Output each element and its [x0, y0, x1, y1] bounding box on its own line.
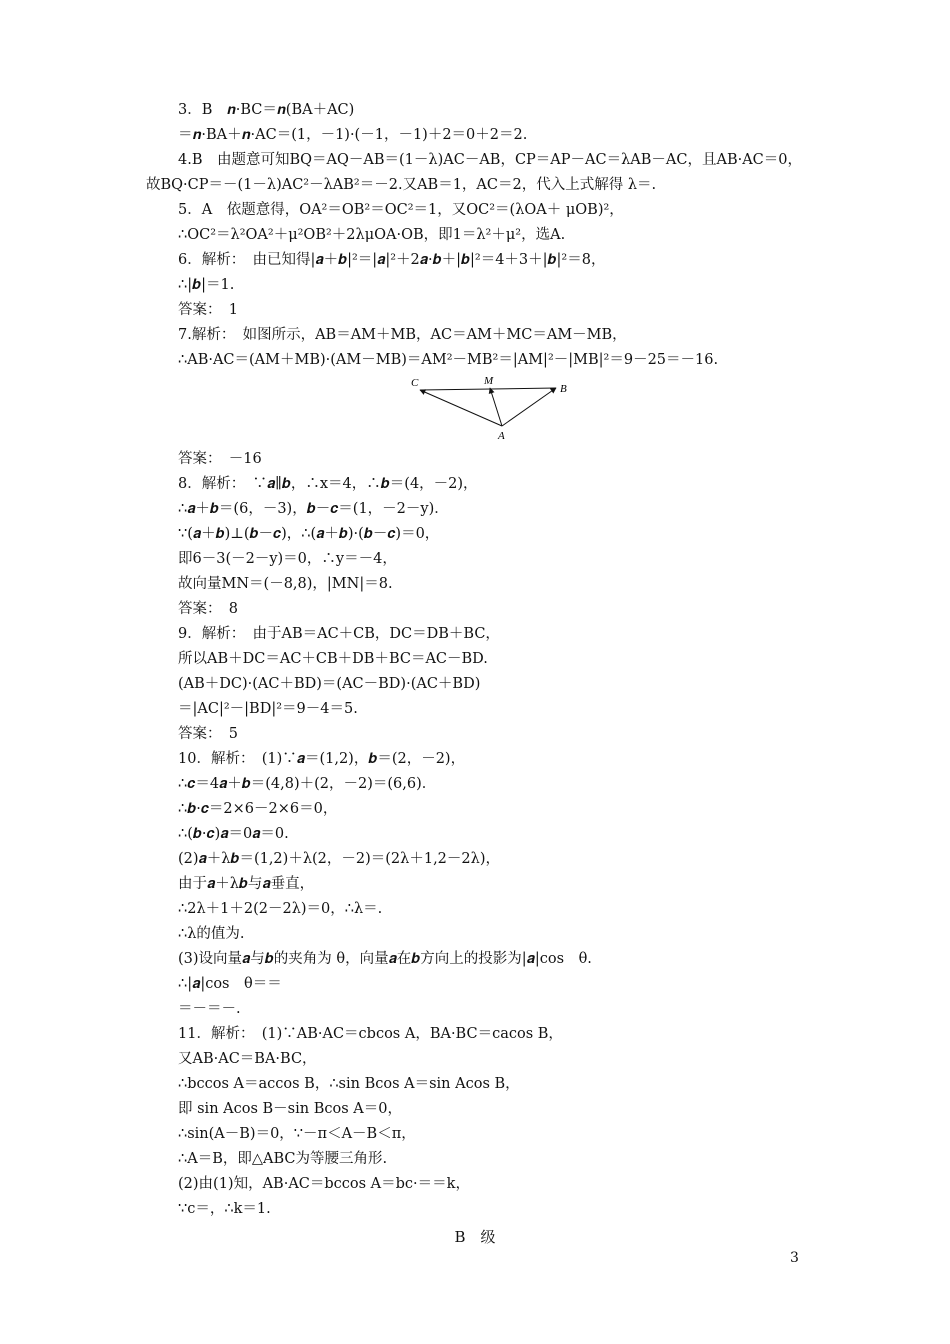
text-line: 答案： 1	[178, 302, 238, 318]
text-line: ∴𝒃·𝒄＝2×6－2×6＝0，	[178, 801, 338, 817]
vector-ab	[502, 388, 556, 426]
text-line: 由于𝒂＋λ𝒃与𝒂垂直，	[178, 876, 315, 892]
text-line: 9．解析： 由于AB＝AC＋CB，DC＝DB＋BC，	[178, 626, 500, 642]
page-number: 3	[790, 1250, 799, 1266]
text-line: ∴2λ＋1＋2(2－2λ)＝0，∴λ＝.	[178, 901, 383, 917]
text-line: 7.解析： 如图所示，AB＝AM＋MB，AC＝AM＋MC＝AM－MB，	[178, 327, 627, 343]
section-heading: B 级	[454, 1228, 496, 1246]
label-c: C	[411, 377, 419, 389]
text-line: ∴A＝B，即△ABC为等腰三角形.	[178, 1151, 388, 1167]
triangle-diagram	[408, 374, 580, 442]
text-line: ∴sin(A－B)＝0，∵－π＜A－B＜π，	[178, 1126, 416, 1142]
text-line: ＝－＝－.	[178, 1001, 241, 1017]
text-line: ∴AB·AC＝(AM＋MB)·(AM－MB)＝AM²－MB²＝|AM|²－|MB|²＝9－25＝－16.	[178, 352, 719, 368]
text-line: ∴bccos A＝accos B，∴sin Bcos A＝sin Acos B，	[178, 1076, 520, 1092]
text-line: 11．解析： (1)∵AB·AC＝cbcos A，BA·BC＝cacos B，	[178, 1026, 563, 1042]
text-line: 又AB·AC＝BA·BC，	[178, 1051, 317, 1067]
text-line: 故BQ·CP＝－(1－λ)AC²－λAB²＝－2.又AB＝1，AC＝2，代入上式解得 λ＝.	[146, 177, 657, 193]
text-line: ∴|𝒃|＝1.	[178, 277, 235, 293]
label-m: M	[484, 375, 494, 387]
text-line: 8．解析： ∵𝒂∥𝒃，∴x＝4，∴𝒃＝(4，－2)，	[178, 476, 478, 492]
text-line: 答案： 5	[178, 726, 238, 742]
text-line: ∴|𝒂|cos θ＝＝	[178, 976, 282, 992]
triangle-figure	[408, 374, 580, 442]
text-line: 故向量MN＝(－8,8)，|MN|＝8.	[178, 576, 393, 592]
text-line: ∴OC²＝λ²OA²＋μ²OB²＋2λμOA·OB，即1＝λ²＋μ²，选A.	[178, 227, 566, 243]
text-line: 10．解析： (1)∵𝒂＝(1,2)，𝒃＝(2，－2)，	[178, 751, 466, 767]
text-line: ＝𝒏·BA＋𝒏·AC＝(1，－1)·(－1，－1)＋2＝0＋2＝2.	[178, 127, 528, 143]
text-line: (2)𝒂＋λ𝒃＝(1,2)＋λ(2，－2)＝(2λ＋1,2－2λ)，	[178, 851, 500, 867]
text-line: ∵(𝒂＋𝒃)⊥(𝒃－𝒄)，∴(𝒂＋𝒃)·(𝒃－𝒄)＝0，	[178, 526, 440, 542]
text-line: 答案： －16	[178, 451, 262, 467]
text-line: 3．B 𝒏·BC＝𝒏(BA＋AC)	[178, 102, 355, 118]
text-line: (3)设向量𝒂与𝒃的夹角为 θ，向量𝒂在𝒃方向上的投影为|𝒂|cos θ.	[178, 951, 592, 967]
text-line: 4.B 由题意可知BQ＝AQ－AB＝(1－λ)AC－AB，CP＝AP－AC＝λAB－AC，且AB·AC＝0，	[178, 152, 802, 168]
text-line: ∴𝒂＋𝒃＝(6，－3)，𝒃－𝒄＝(1，－2－y)．	[178, 501, 449, 517]
vector-ac	[420, 390, 502, 426]
label-a: A	[498, 430, 505, 442]
text-line: ∴𝒄＝4𝒂＋𝒃＝(4,8)＋(2，－2)＝(6,6)．	[178, 776, 437, 792]
vector-am	[490, 388, 502, 426]
text-line: 答案： 8	[178, 601, 238, 617]
text-line: 6．解析： 由已知得|𝒂＋𝒃|²＝|𝒂|²＋2𝒂·𝒃＋|𝒃|²＝4＋3＋|𝒃|²＝8，	[178, 252, 606, 268]
text-line: 即6－3(－2－y)＝0，∴y＝－4，	[178, 551, 397, 567]
text-line: (2)由(1)知，AB·AC＝bccos A＝bc·＝＝k，	[178, 1176, 470, 1192]
text-line: ∴(𝒃·𝒄)𝒂＝0𝒂＝0.	[178, 826, 289, 842]
text-line: 所以AB＋DC＝AC＋CB＋DB＋BC＝AC－BD.	[178, 651, 488, 667]
text-line: 即 sin Acos B－sin Bcos A＝0，	[178, 1101, 402, 1117]
text-line: ＝|AC|²－|BD|²＝9－4＝5.	[178, 701, 358, 717]
text-line: 5．A 依题意得，OA²＝OB²＝OC²＝1，又OC²＝(λOA＋ μOB)²，	[178, 202, 624, 218]
segment-cb	[420, 388, 556, 390]
text-line: (AB＋DC)·(AC＋BD)＝(AC－BD)·(AC＋BD)	[178, 676, 481, 692]
text-line: ∴λ的值为.	[178, 926, 245, 942]
label-b: B	[560, 383, 567, 395]
text-line: ∵c＝，∴k＝1.	[178, 1201, 271, 1217]
